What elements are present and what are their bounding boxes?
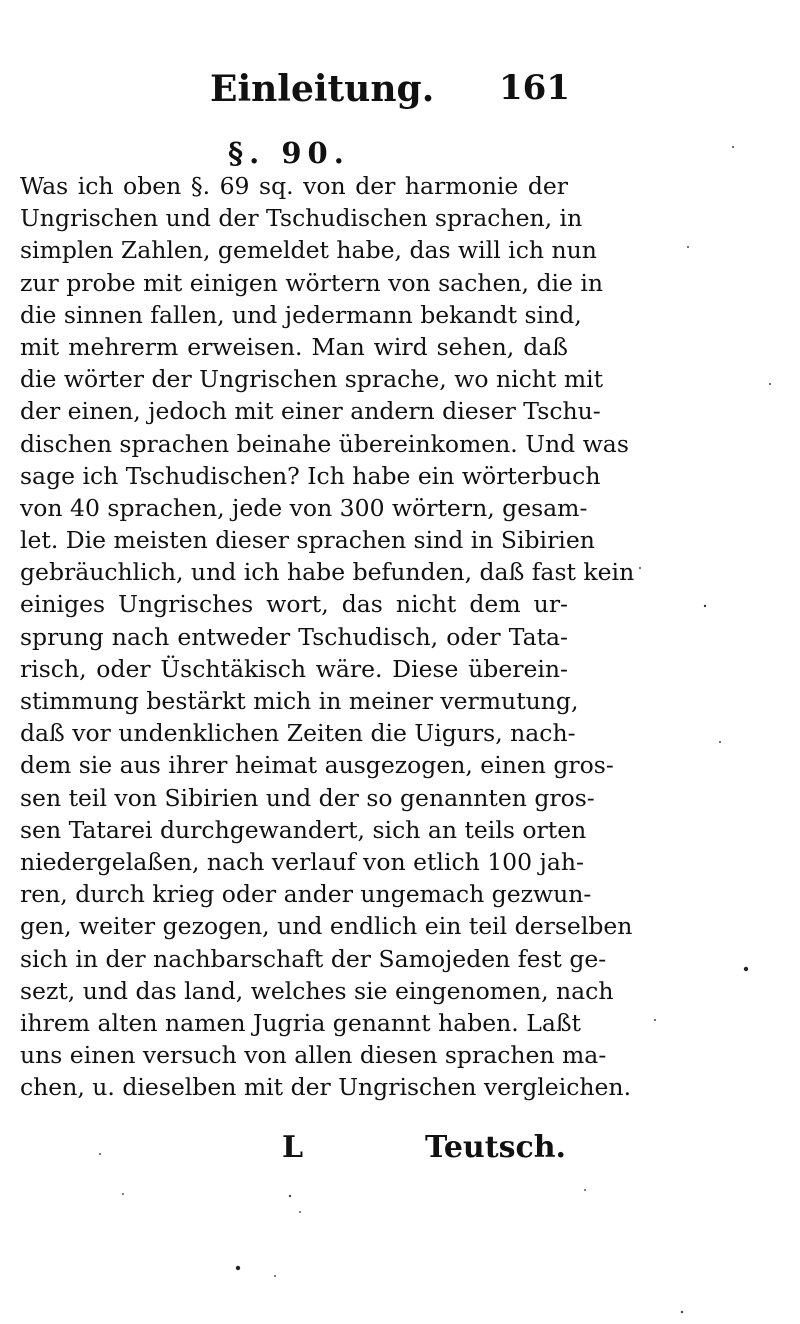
text-line: zur probe mit einigen wörtern von sachen, die in <box>20 268 604 297</box>
text-line: simplen Zahlen, gemeldet habe, das will ich nun <box>20 236 597 265</box>
text-line: daß vor undenklichen Zeiten die Uigurs, nach- <box>20 719 576 748</box>
text-line: sprung nach entweder Tschudisch, oder Tata- <box>20 622 568 651</box>
section-heading: §. 90. <box>228 136 350 170</box>
text-line: mit mehrerm erweisen. Man wird sehen, daß <box>20 332 568 361</box>
text-line: sezt, und das land, welches sie eingenomen, nach <box>20 976 614 1005</box>
catchword: Teutsch. <box>424 1130 566 1165</box>
signature-mark: L <box>282 1130 304 1165</box>
text-line: risch, oder Üschtäkisch wäre. Diese überein- <box>20 654 568 683</box>
text-line: der einen, jedoch mit einer andern dieser Tschu- <box>20 397 601 426</box>
running-head: Einleitung. <box>210 68 435 110</box>
text-line: einiges Ungrisches wort, das nicht dem ur- <box>20 590 568 619</box>
text-line: Ungrischen und der Tschudischen sprachen, in <box>20 204 583 233</box>
text-line: let. Die meisten dieser sprachen sind in Sibirien <box>20 526 595 555</box>
text-line: die sinnen fallen, und jedermann bekandt sind, <box>20 300 582 329</box>
text-line: Was ich oben §. 69 sq. von der harmonie der <box>20 172 568 200</box>
text-line: uns einen versuch von allen diesen sprachen ma- <box>20 1041 607 1070</box>
text-line: ren, durch krieg oder ander ungemach gezwun- <box>20 880 592 909</box>
text-line: gen, weiter gezogen, und endlich ein teil derselben <box>20 912 633 941</box>
text-line: niedergelaßen, nach verlauf von etlich 100 jah- <box>20 847 584 876</box>
text-line: dischen sprachen beinahe übereinkomen. Und was <box>20 429 629 458</box>
text-line: dem sie aus ihrer heimat ausgezogen, einen gros- <box>20 751 614 780</box>
text-line: chen, u. dieselben mit der Ungrischen vergleichen. <box>20 1073 632 1102</box>
text-line: stimmung bestärkt mich in meiner vermutung, <box>20 687 579 715</box>
text-line: gebräuchlich, und ich habe befunden, daß fast kein <box>20 558 635 587</box>
text-line: die wörter der Ungrischen sprache, wo nicht mit <box>20 365 604 394</box>
text-line: sen teil von Sibirien und der so genannten gros- <box>20 783 595 812</box>
text-line: sen Tatarei durchgewandert, sich an teils orten <box>20 815 587 844</box>
text-line: sich in der nachbarschaft der Samojeden fest ge- <box>20 944 607 973</box>
text-line: ihrem alten namen Jugria genannt haben. Laßt <box>20 1008 582 1037</box>
text-line: sage ich Tschudischen? Ich habe ein wörterbuch <box>20 461 601 490</box>
text-line: von 40 sprachen, jede von 300 wörtern, gesam- <box>20 493 588 522</box>
page-number: 161 <box>499 68 570 108</box>
